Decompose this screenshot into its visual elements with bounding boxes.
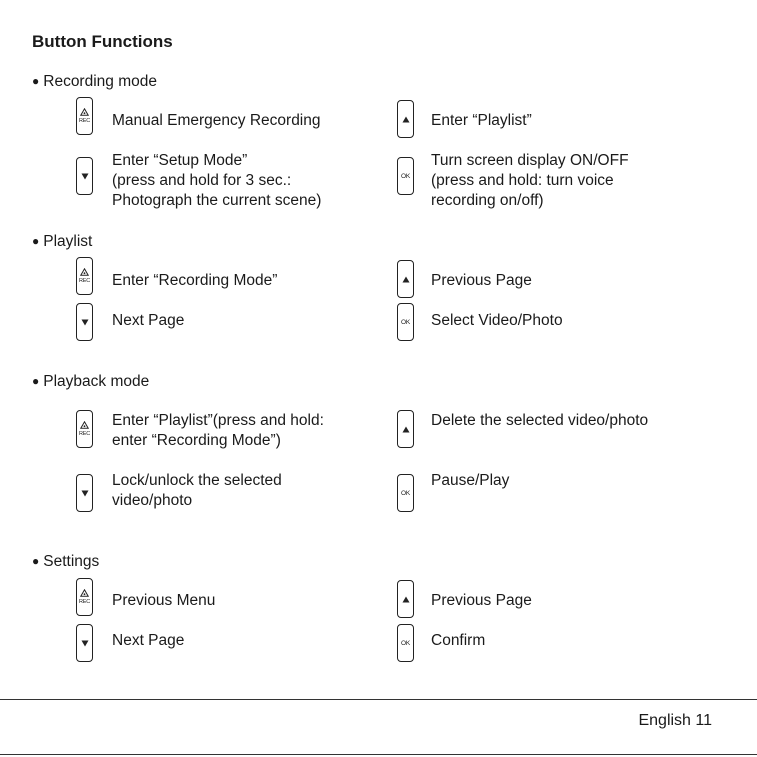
playback-ok-desc: Pause/Play	[431, 472, 510, 489]
rec-button-icon: REC	[76, 410, 93, 448]
rec-button-icon: REC	[76, 97, 93, 135]
down-button-icon	[76, 624, 93, 662]
playlist-down-desc: Next Page	[112, 312, 185, 329]
recording-up-desc: Enter “Playlist”	[431, 112, 532, 129]
recording-ok-desc: Turn screen display ON/OFF (press and hold: turn voice recording on/off)	[431, 152, 629, 209]
down-button-icon	[76, 474, 93, 512]
ok-button-icon: OK	[397, 157, 414, 195]
ok-button-icon: OK	[397, 474, 414, 512]
section-heading-playlist: ● Playlist	[32, 233, 93, 250]
settings-ok-desc: Confirm	[431, 632, 486, 649]
settings-down-desc: Next Page	[112, 632, 185, 649]
section-heading-recording-mode: ● Recording mode	[32, 73, 157, 90]
up-button-icon	[397, 580, 414, 618]
playlist-rec-desc: Enter “Recording Mode”	[112, 272, 278, 289]
section-heading-settings: ● Settings	[32, 553, 100, 570]
ok-button-icon: OK	[397, 624, 414, 662]
recording-down-desc: Enter “Setup Mode” (press and hold for 3 sec.: Photograph the current scene)	[112, 152, 322, 209]
playback-rec-desc: Enter “Playlist”(press and hold: enter “Recording Mode”)	[112, 412, 324, 449]
rec-button-icon: REC	[76, 578, 93, 616]
footer-top-rule	[0, 699, 757, 700]
rec-button-icon: REC	[76, 257, 93, 295]
footer-bottom-rule	[0, 754, 757, 755]
playlist-ok-desc: Select Video/Photo	[431, 312, 563, 329]
recording-rec-desc: Manual Emergency Recording	[112, 112, 321, 129]
ok-button-icon: OK	[397, 303, 414, 341]
up-button-icon	[397, 410, 414, 448]
section-heading-playback-mode: ● Playback mode	[32, 373, 150, 390]
page-footer: English 11	[638, 712, 712, 729]
up-button-icon	[397, 260, 414, 298]
playback-up-desc: Delete the selected video/photo	[431, 412, 649, 429]
settings-rec-desc: Previous Menu	[112, 592, 216, 609]
page-title: Button Functions	[32, 32, 173, 51]
playlist-up-desc: Previous Page	[431, 272, 532, 289]
up-button-icon	[397, 100, 414, 138]
playback-down-desc: Lock/unlock the selected video/photo	[112, 472, 282, 509]
settings-up-desc: Previous Page	[431, 592, 532, 609]
down-button-icon	[76, 157, 93, 195]
down-button-icon	[76, 303, 93, 341]
